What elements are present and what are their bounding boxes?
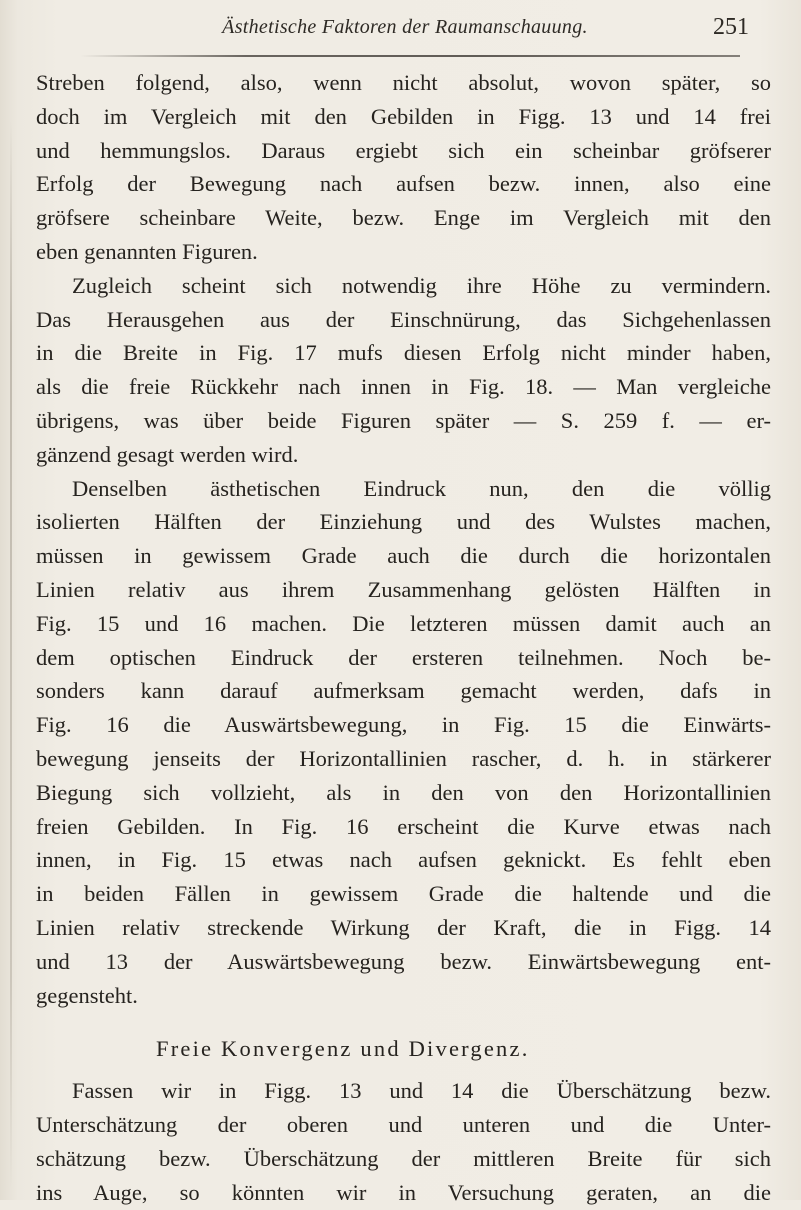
text-line: in beiden Fällen in gewissem Grade die haltende und die bbox=[36, 881, 771, 907]
text-line: ins Auge, so könnten wir in Versuchung geraten, an die bbox=[36, 1179, 771, 1205]
text-line: sonders kann darauf aufmerksam gemacht werden, dafs in bbox=[36, 678, 771, 704]
text-line: gegensteht. bbox=[36, 982, 138, 1008]
text-line: Linien relativ aus ihrem Zusammenhang gelösten Hälften in bbox=[36, 576, 771, 602]
paragraph-4 bbox=[36, 1074, 771, 1209]
text-line: innen, in Fig. 15 etwas nach aufsen geknickt. Es fehlt eben bbox=[36, 847, 771, 873]
text-line: doch im Vergleich mit den Gebilden in Figg. 13 und 14 frei bbox=[36, 103, 771, 129]
text-line: Unterschätzung der oberen und unteren und die Unter- bbox=[36, 1112, 771, 1138]
text-line: Erfolg der Bewegung nach aufsen bezw. innen, also eine bbox=[36, 171, 771, 197]
text-line: schätzung bezw. Überschätzung der mittleren Breite für sich bbox=[36, 1145, 771, 1171]
running-title: Ästhetische Faktoren der Raumanschauung. bbox=[222, 16, 588, 38]
text-line: isolierten Hälften der Einziehung und des Wulstes machen, bbox=[36, 509, 771, 535]
section-gap bbox=[36, 1012, 771, 1032]
text-line: freien Gebilden. In Fig. 16 erscheint die Kurve etwas nach bbox=[36, 813, 771, 839]
text-line: dem optischen Eindruck der ersteren teilnehmen. Noch be- bbox=[36, 644, 771, 670]
text-line: übrigens, was über beide Figuren später — S. 259 f. — er- bbox=[36, 407, 771, 433]
text-line: in die Breite in Fig. 17 mufs diesen Erfolg nicht minder haben, bbox=[36, 340, 771, 366]
section-gap bbox=[36, 1066, 771, 1074]
text-line: und 13 der Auswärtsbewegung bezw. Einwärtsbewegung ent- bbox=[36, 948, 771, 974]
paragraph-1 bbox=[36, 66, 771, 269]
body-text bbox=[36, 66, 771, 1210]
text-line: Streben folgend, also, wenn nicht absolut, wovon später, so bbox=[36, 70, 771, 95]
text-line: und hemmungslos. Daraus ergiebt sich ein scheinbar gröfserer bbox=[36, 137, 771, 163]
text-line: eben genannten Figuren. bbox=[36, 238, 258, 264]
text-line: Das Herausgehen aus der Einschnürung, das Sichgehenlassen bbox=[36, 306, 771, 332]
text-line: gröfsere scheinbare Weite, bezw. Enge im Vergleich mit den bbox=[36, 205, 771, 231]
page-number: 251 bbox=[713, 14, 749, 40]
binding-shadow bbox=[10, 120, 12, 1190]
text-line: Denselben ästhetischen Eindruck nun, den die völlig bbox=[72, 475, 771, 501]
paragraph-3 bbox=[36, 472, 771, 1013]
paragraph-2 bbox=[36, 269, 771, 472]
text-line: müssen in gewissem Grade auch die durch die horizontalen bbox=[36, 543, 771, 569]
text-line: bewegung jenseits der Horizontallinien rascher, d. h. in stärkerer bbox=[36, 745, 771, 771]
text-line: gänzend gesagt werden wird. bbox=[36, 441, 299, 467]
header-rule bbox=[80, 55, 740, 57]
text-line: Fig. 15 und 16 machen. Die letzteren müssen damit auch an bbox=[36, 610, 771, 636]
text-line: Biegung sich vollzieht, als in den von den Horizontallinien bbox=[36, 779, 771, 805]
section-heading: Freie Konvergenz und Divergenz. bbox=[156, 1036, 530, 1062]
page-header bbox=[0, 10, 801, 50]
text-line: Fassen wir in Figg. 13 und 14 die Überschätzung bezw. bbox=[72, 1078, 771, 1104]
text-line: als die freie Rückkehr nach innen in Fig. 18. — Man vergleiche bbox=[36, 374, 771, 400]
text-line: Zugleich scheint sich notwendig ihre Höhe zu vermindern. bbox=[72, 272, 771, 298]
text-line: Fig. 16 die Auswärtsbewegung, in Fig. 15 die Einwärts- bbox=[36, 712, 771, 738]
text-line: Linien relativ streckende Wirkung der Kraft, die in Figg. 14 bbox=[36, 914, 771, 940]
